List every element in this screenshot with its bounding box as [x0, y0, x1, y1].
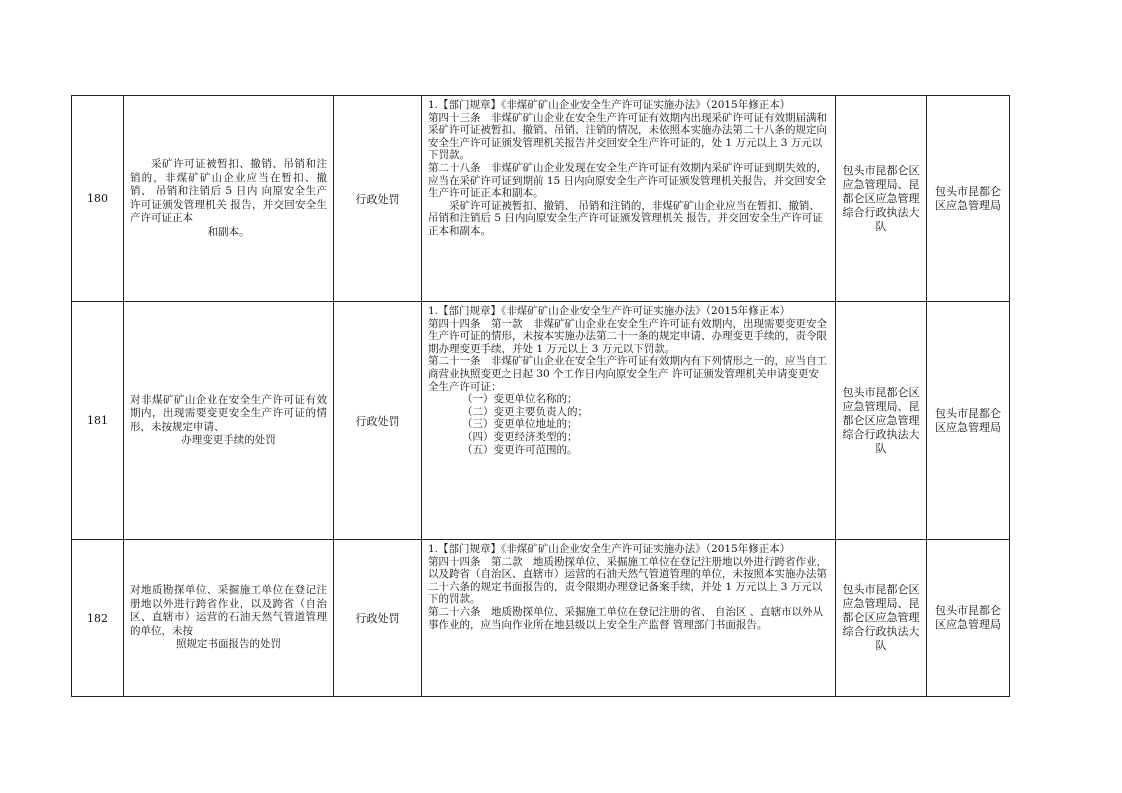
row-number: 180 — [72, 96, 124, 302]
executing-agency: 包头市昆都仑区应急管理局、昆都仑区应急管理综合行政执法大队 — [836, 302, 927, 540]
basis-list-item: （三）变更单位地址的； — [462, 418, 578, 431]
table-row — [72, 302, 1010, 540]
executing-agency: 包头市昆都仑区应急管理局、昆都仑区应急管理综合行政执法大队 — [836, 540, 927, 697]
responsible-department: 包头市昆都仑区应急管理局 — [927, 96, 1010, 302]
row-number: 182 — [72, 540, 124, 697]
basis-para: 第二十六条 地质勘探单位、采掘施工单位在登记注册的省、 自治区 、直辖市以外从事作业的，应当向作业所在地县级以上安全生产监督 管理部门书面报告。 — [428, 605, 824, 631]
table-row — [72, 540, 1010, 697]
legal-basis-cell — [422, 540, 836, 697]
legal-basis-cell — [422, 302, 836, 540]
item-name-cell — [124, 302, 334, 540]
basis-para: 1.【部门规章】《非煤矿矿山企业安全生产许可证实施办法》（2015年修正本） — [428, 305, 791, 317]
row-number: 181 — [72, 302, 124, 540]
executing-agency: 包头市昆都仑区应急管理局、昆都仑区应急管理综合行政执法大队 — [836, 96, 927, 302]
responsible-department: 包头市昆都仑区应急管理局 — [927, 302, 1010, 540]
basis-list-item: （一）变更单位名称的； — [462, 393, 578, 406]
item-name-cell — [124, 96, 334, 302]
basis-para: 第四十四条 第一款 非煤矿矿山企业在安全生产许可证有效期内，出现需要变更安全生产许可证的情形，未按本实施办法第二十一条的规定申请、办理变更手续的，责令限期办理变更手续，并处 1 万元以上 3 万元以下罚款。 — [428, 317, 827, 355]
item-name: 采矿许可证被暂扣、撤销、吊销和注销的，非煤矿矿山企业应当在暂扣、撤销、 吊销和注销后 5 日内 向原安全生产许可证颁发管理机关 报告，并交回安全生产许可证正本 — [130, 158, 327, 224]
item-name: 对非煤矿矿山企业在安全生产许可证有效期内，出现需要变更安全生产许可证的情形，未按规定申请、 — [130, 393, 327, 433]
legal-basis-cell — [422, 96, 836, 302]
basis-list-item: （二）变更主要负责人的； — [462, 405, 588, 418]
penalty-type: 行政处罚 — [334, 302, 422, 540]
item-name-tail: 和副本。 — [207, 225, 250, 238]
basis-list-item: （五）变更许可范围的。 — [462, 443, 578, 456]
enforcement-table — [71, 95, 1010, 697]
item-name-tail: 办理变更手续的处罚 — [181, 434, 276, 446]
penalty-type: 行政处罚 — [334, 540, 422, 697]
item-name-cell — [124, 540, 334, 697]
basis-para: 1.【部门规章】《非煤矿矿山企业安全生产许可证实施办法》（2015年修正本） — [428, 99, 791, 111]
item-name-tail: 照规定书面报告的处罚 — [176, 638, 281, 651]
item-name: 对地质勘探单位、采掘施工单位在登记注册地以外进行跨省作业，以及跨省（自治区、直辖市）运营的石油天然气管道管理的单位，未按 — [130, 584, 327, 637]
basis-para: 采矿许可证被暂扣、撤销、 吊销和注销的，非煤矿矿山企业应当在暂扣、撤销、 吊销和注销后 5 日内向原安全生产许可证颁发管理机关 报告，并交回安全生产许可证正本和副本。 — [428, 199, 823, 237]
basis-para: 第四十四条 第二款 地质勘探单位、采掘施工单位在登记注册地以外进行跨省作业，以及跨省（自治区、直辖市）运营的石油天然气管道管理的单位，未按照本实施办法第二十六条的规定书面报告的，责令限期办理登记备案手续，并处 1 万元以上 3 万元以下的罚款。 — [428, 555, 827, 606]
basis-para: 第二十一条 非煤矿矿山企业在安全生产许可证有效期内有下列情形之一的，应当自工商营业执照变更之日起 30 个工作日内向原安全生产 许可证颁发管理机关申请变更安全生产许可证： — [428, 355, 827, 393]
basis-para: 1.【部门规章】《非煤矿矿山企业安全生产许可证实施办法》（2015年修正本） — [428, 543, 791, 555]
basis-list-item: （四）变更经济类型的； — [462, 430, 578, 443]
basis-para: 第二十八条 非煤矿矿山企业发现在安全生产许可证有效期内采矿许可证到期失效的，应当在采矿许可证到期前 15 日内向原安全生产许可证颁发管理机关报告，并交回安全生产许可证正本和副本。 — [428, 161, 827, 200]
table-row — [72, 96, 1010, 302]
basis-para: 第四十三条 非煤矿矿山企业在安全生产许可证有效期内出现采矿许可证有效期届满和采矿许可证被暂扣、撤销、吊销、注销的情况，未依照本实施办法第二十八条的规定向安全生产许可证颁发管理机关报告并交回安全生产许可证的，处 1 万元以上 3 万元以下罚款。 — [428, 111, 827, 162]
penalty-type: 行政处罚 — [334, 96, 422, 302]
responsible-department: 包头市昆都仑区应急管理局 — [927, 540, 1010, 697]
